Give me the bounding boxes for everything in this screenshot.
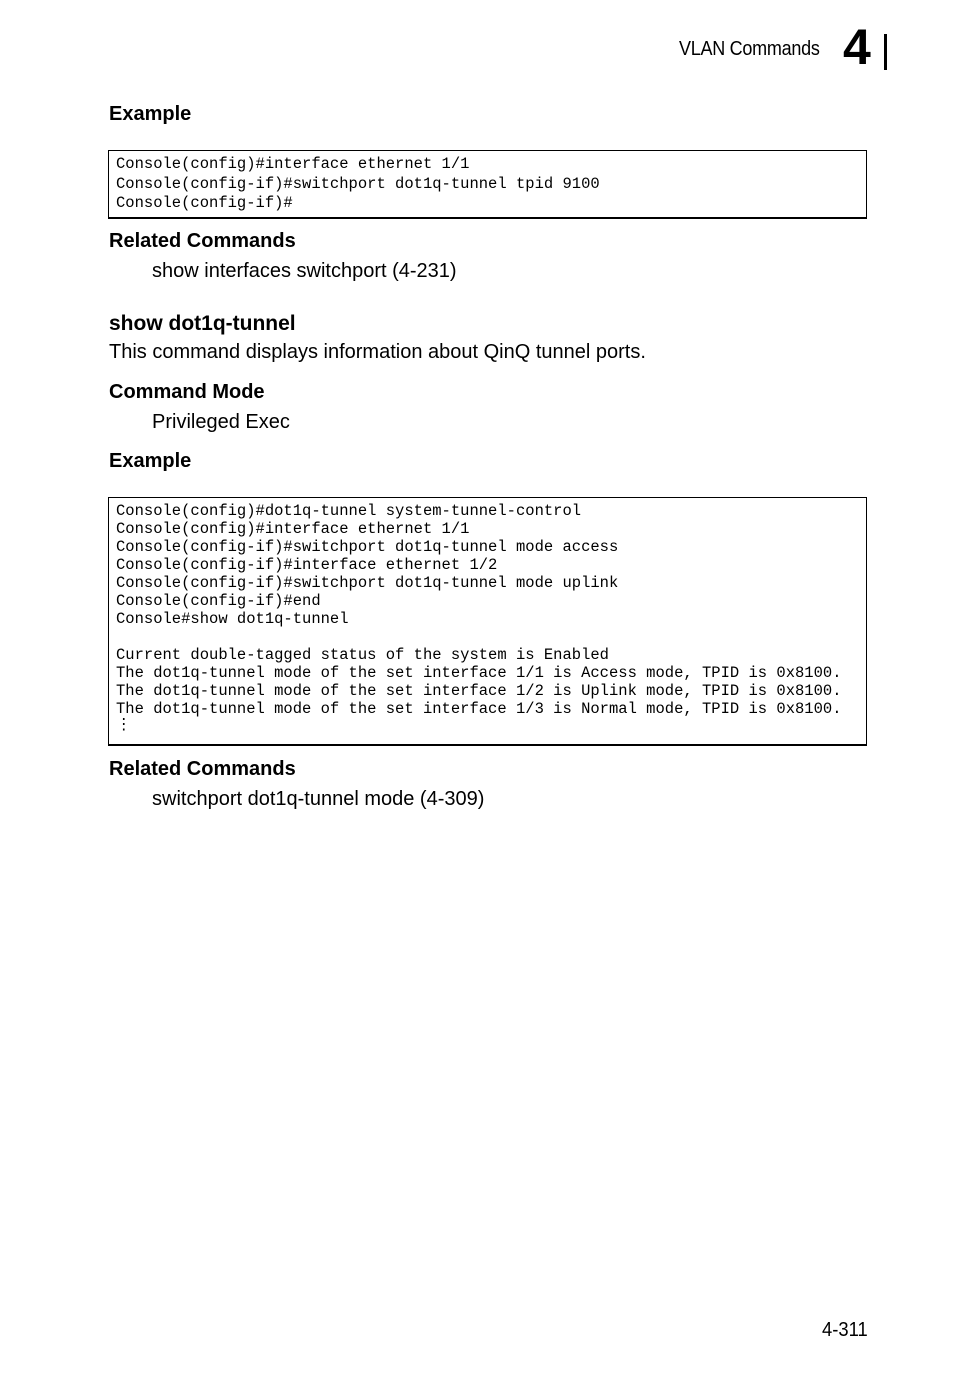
- code-line: Console(config)#interface ethernet 1/1: [116, 155, 470, 173]
- code-line: Console#show dot1q-tunnel: [116, 610, 349, 628]
- example-heading: Example: [109, 450, 192, 472]
- chapter-tab-bar: [884, 34, 887, 70]
- code-line: Console(config-if)#switchport dot1q-tunnel tpid 9100: [116, 175, 600, 193]
- code-line: Console(config-if)#end: [116, 592, 321, 610]
- page-number: 4-311: [822, 1319, 868, 1341]
- command-description: This command displays information about QinQ tunnel ports.: [109, 341, 646, 363]
- command-title: show dot1q-tunnel: [109, 312, 296, 335]
- code-line: The dot1q-tunnel mode of the set interface 1/2 is Uplink mode, TPID is 0x8100.: [116, 682, 842, 700]
- code-line: Console(config)#dot1q-tunnel system-tunnel-control: [116, 502, 582, 520]
- code-example-box: [108, 497, 867, 746]
- chapter-tab: [843, 19, 887, 75]
- command-mode-heading: Command Mode: [109, 381, 265, 403]
- command-mode-value: Privileged Exec: [152, 411, 290, 433]
- code-line: Console(config)#interface ethernet 1/1: [116, 520, 470, 538]
- code-example-box: [108, 150, 867, 219]
- code-line: Console(config-if)#switchport dot1q-tunnel mode uplink: [116, 574, 619, 592]
- code-line: Console(config-if)#interface ethernet 1/2: [116, 556, 498, 574]
- example-heading: Example: [109, 103, 192, 125]
- code-line: Console(config-if)#: [116, 194, 293, 212]
- related-command-link[interactable]: show interfaces switchport (4-231): [152, 260, 457, 282]
- related-commands-heading: Related Commands: [109, 230, 296, 252]
- code-ellipsis: ⋮: [116, 716, 132, 734]
- code-line: The dot1q-tunnel mode of the set interface 1/1 is Access mode, TPID is 0x8100.: [116, 664, 842, 682]
- code-line: Current double-tagged status of the system is Enabled: [116, 646, 609, 664]
- running-header-title: VLAN Commands: [679, 38, 820, 60]
- code-line: Console(config-if)#switchport dot1q-tunnel mode access: [116, 538, 619, 556]
- chapter-number: 4: [843, 19, 871, 75]
- related-command-link[interactable]: switchport dot1q-tunnel mode (4-309): [152, 788, 485, 810]
- code-line: The dot1q-tunnel mode of the set interface 1/3 is Normal mode, TPID is 0x8100.: [116, 700, 842, 718]
- related-commands-heading: Related Commands: [109, 758, 296, 780]
